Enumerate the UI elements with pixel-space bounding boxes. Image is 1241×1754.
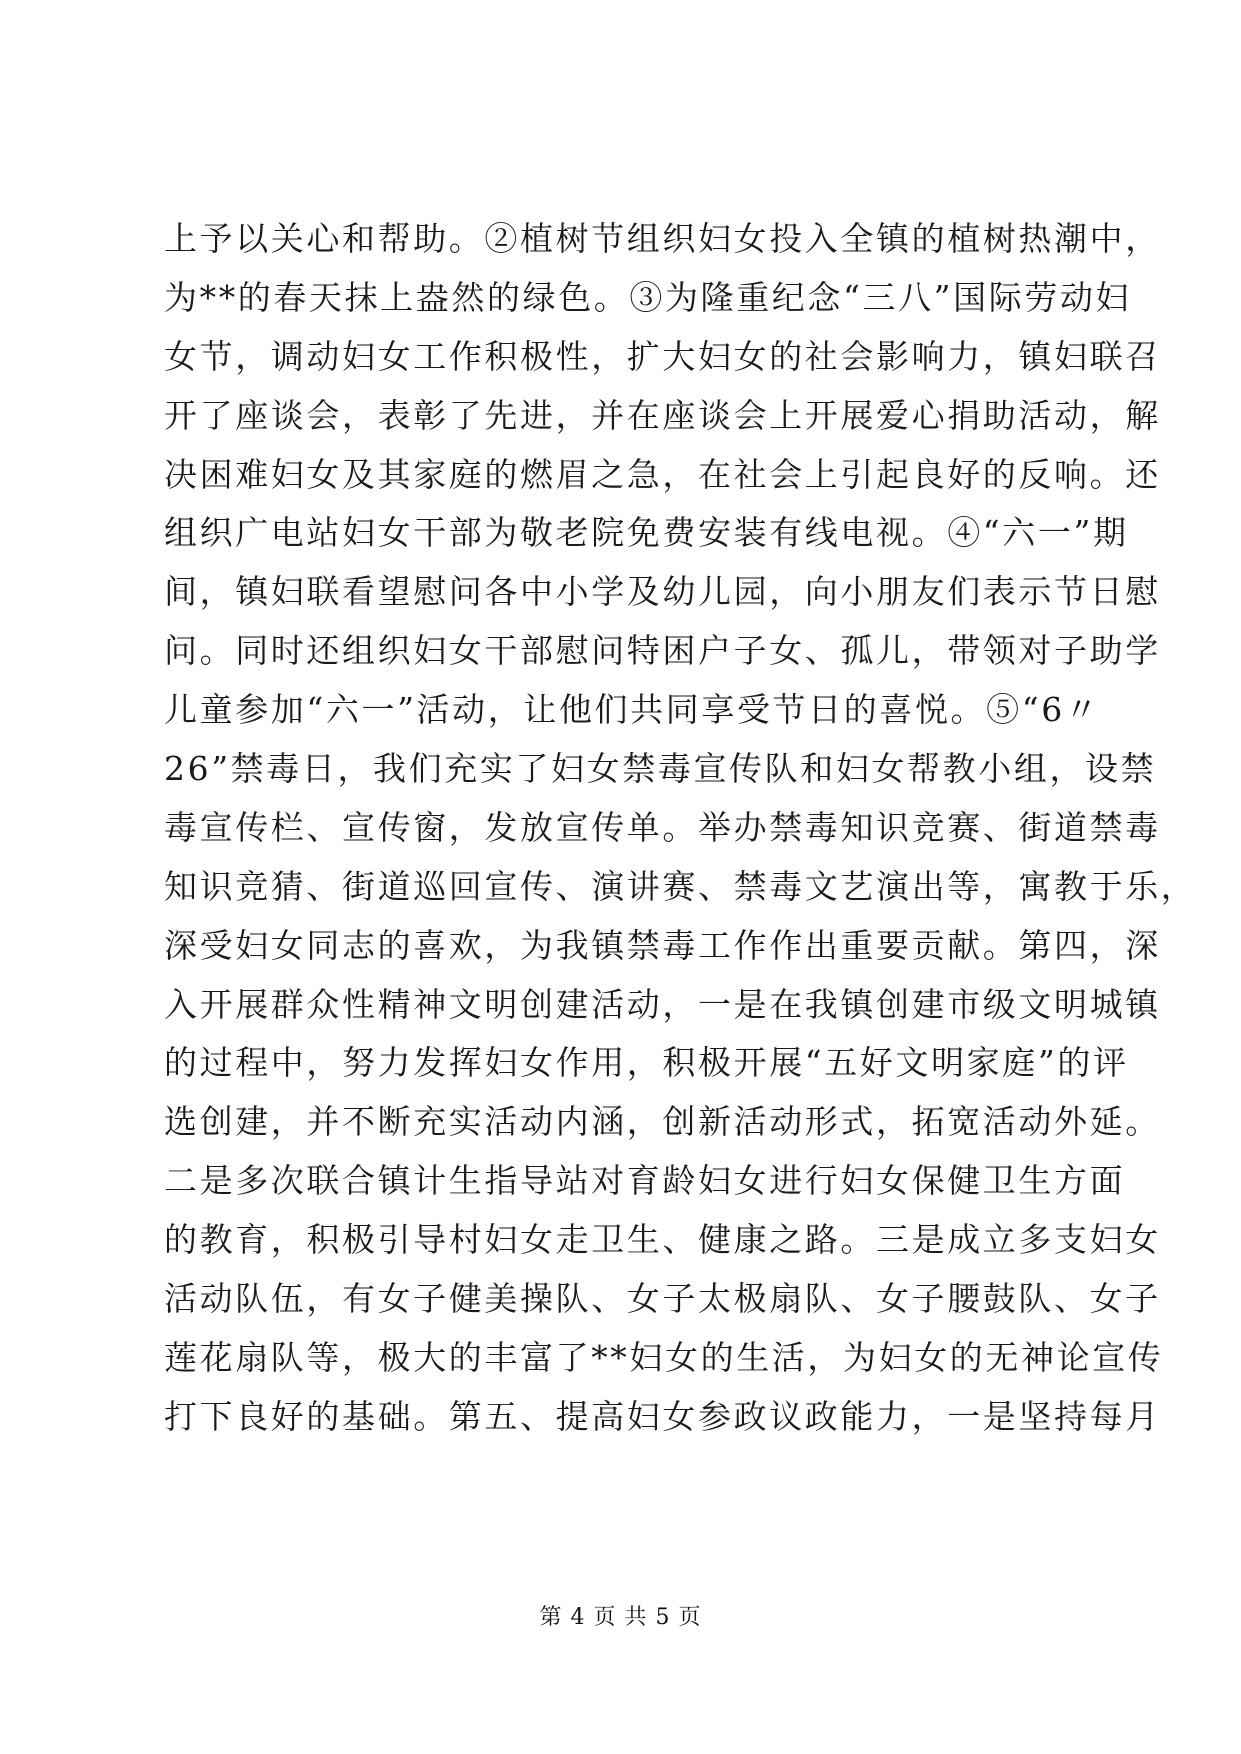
- text-line-7: 间，镇妇联看望慰问各中小学及幼儿园，向小朋友们表示节日慰: [164, 572, 1161, 612]
- text-line-14: 入开展群众性精神文明创建活动，一是在我镇创建市级文明城镇: [164, 984, 1161, 1024]
- text-line-19: 活动队伍，有女子健美操队、女子太极扇队、女子腰鼓队、女子: [164, 1279, 1161, 1319]
- text-line-11: 毒宣传栏、宣传窗，发放宣传单。举办禁毒知识竞赛、街道禁毒: [164, 807, 1161, 847]
- text-line-3: 女节，调动妇女工作积极性，扩大妇女的社会影响力，镇妇联召: [164, 336, 1161, 376]
- page-number-footer: 第 4 页 共 5 页: [539, 1605, 702, 1630]
- text-line-1: 上予以关心和帮助。②植树节组织妇女投入全镇的植树热潮中，: [164, 219, 1161, 258]
- text-line-16: 选创建，并不断充实活动内涵，创新活动形式，拓宽活动外延。: [164, 1102, 1161, 1142]
- text-line-4: 开了座谈会，表彰了先进，并在座谈会上开展爱心捐助活动，解: [164, 395, 1161, 435]
- text-line-18: 的教育，积极引导村妇女走卫生、健康之路。三是成立多支妇女: [164, 1220, 1161, 1260]
- text-line-21: 打下良好的基础。第五、提高妇女参政议政能力，一是坚持每月: [164, 1396, 1161, 1436]
- text-line-20: 莲花扇队等，极大的丰富了**妇女的生活，为妇女的无神论宣传: [164, 1337, 1164, 1377]
- body-text: [164, 210, 1197, 1447]
- text-line-5: 决困难妇女及其家庭的燃眉之急，在社会上引起良好的反响。还: [164, 454, 1161, 494]
- text-line-9: 儿童参加“六一”活动，让他们共同享受节日的喜悦。⑤“6〃: [164, 690, 1101, 730]
- text-line-13: 深受妇女同志的喜欢，为我镇禁毒工作作出重要贡献。第四，深: [164, 925, 1161, 965]
- text-line-6: 组织广电站妇女干部为敬老院免费安装有线电视。④“六一”期: [164, 513, 1129, 553]
- text-line-2: 为**的春天抹上盎然的绿色。③为隆重纪念“三八”国际劳动妇: [164, 277, 1132, 317]
- text-line-8: 问。同时还组织妇女干部慰问特困户子女、孤儿，带领对子助学: [164, 631, 1161, 671]
- text-line-10: 26”禁毒日，我们充实了妇女禁毒宣传队和妇女帮教小组，设禁: [164, 749, 1157, 789]
- text-line-12: 知识竞猜、街道巡回宣传、演讲赛、禁毒文艺演出等，寓教于乐，: [164, 866, 1197, 906]
- text-line-15: 的过程中，努力发挥妇女作用，积极开展“五好文明家庭”的评: [164, 1043, 1129, 1083]
- text-line-17: 二是多次联合镇计生指导站对育龄妇女进行妇女保健卫生方面: [164, 1161, 1126, 1201]
